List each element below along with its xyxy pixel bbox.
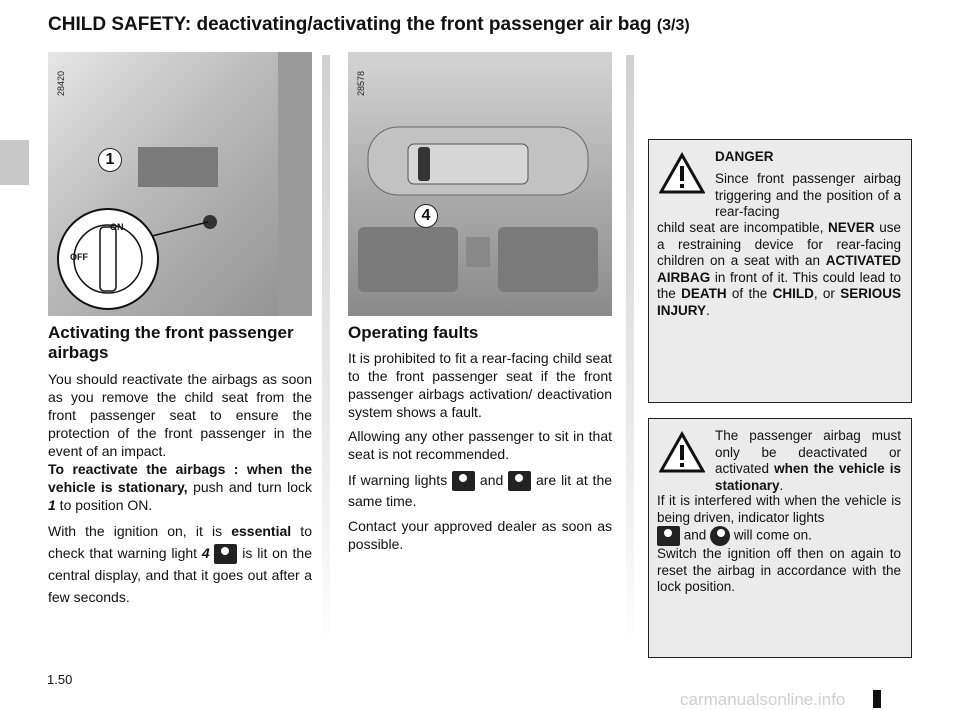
photo-code: 28420 (56, 70, 66, 96)
airbag-fault-icon (710, 526, 730, 546)
warning-triangle-icon (659, 431, 705, 473)
column-divider (322, 55, 330, 655)
dashboard-illustration (48, 52, 312, 316)
airbag-warning-icon (452, 471, 475, 491)
dial-on-label: ON (110, 222, 124, 232)
dial-off-label: OFF (70, 252, 88, 262)
airbag-off-warning-icon (508, 471, 531, 491)
paragraph: With the ignition on, it is essential to check that warning light 4 is lit on the central display, and that it goes out after a few seconds. (48, 523, 312, 606)
page-part: (3/3) (656, 17, 690, 34)
central-display-photo (348, 52, 612, 316)
page-corner-mark (873, 690, 881, 708)
callout-4: 4 (414, 204, 438, 228)
notice-text-top: The passenger airbag must only be deactivated or activated when the vehicle is stationary. (715, 428, 901, 493)
watermark: carmanualsonline.info (680, 690, 846, 709)
danger-text-top: Since front passenger airbag triggering and the position of a rear-facing (715, 171, 901, 219)
notice-box (648, 418, 912, 658)
danger-box (648, 139, 912, 403)
notice-text: If it is interfered with when the vehicle is being driven, indicator lights and will come on. Switch the ignition off then on again to reset the airbag in accordance with the lock position. (657, 493, 901, 594)
paragraph: To reactivate the airbags : when the vehicle is stationary, push and turn lock 1 to position ON. (48, 461, 312, 513)
section-heading-faults: Operating faults (348, 323, 479, 342)
page-number: 1.50 (47, 672, 73, 687)
paragraph: If warning lights and are lit at the same time. (348, 472, 613, 510)
column-divider (626, 55, 634, 655)
console-illustration (348, 52, 612, 316)
paragraph: Contact your approved dealer as soon as possible. (348, 518, 612, 552)
danger-label: DANGER (715, 149, 774, 164)
airbag-warning-icon (214, 544, 237, 564)
callout-1: 1 (98, 148, 122, 172)
warning-triangle-icon (659, 152, 705, 194)
airbag-lock-photo (48, 52, 312, 316)
danger-text: child seat are incompatible, NEVER use a restraining device for rear-facing children on a seat with an ACTIVATED AIRBAG in front of it. This could lead to the DEATH of the CHILD, or SERIOUS INJURY. (657, 220, 901, 318)
paragraph: It is prohibited to fit a rear-facing child seat to the front passenger seat if the front passenger airbags activation/ deactivation system shows a fault. (348, 350, 612, 420)
section-tab (0, 140, 29, 185)
photo-code: 28578 (356, 70, 366, 96)
paragraph: You should reactivate the airbags as soon as you remove the child seat from the front passenger seat to ensure the protection of the front passenger in the event of an impact. (48, 371, 312, 459)
page-title: CHILD SAFETY: deactivating/activating the front passenger air bag (3/3) (48, 14, 690, 35)
section-heading-activating: Activating the front passenger airbags (48, 323, 294, 362)
airbag-warning-icon (657, 526, 680, 546)
paragraph: Allowing any other passenger to sit in that seat is not recommended. (348, 428, 612, 462)
